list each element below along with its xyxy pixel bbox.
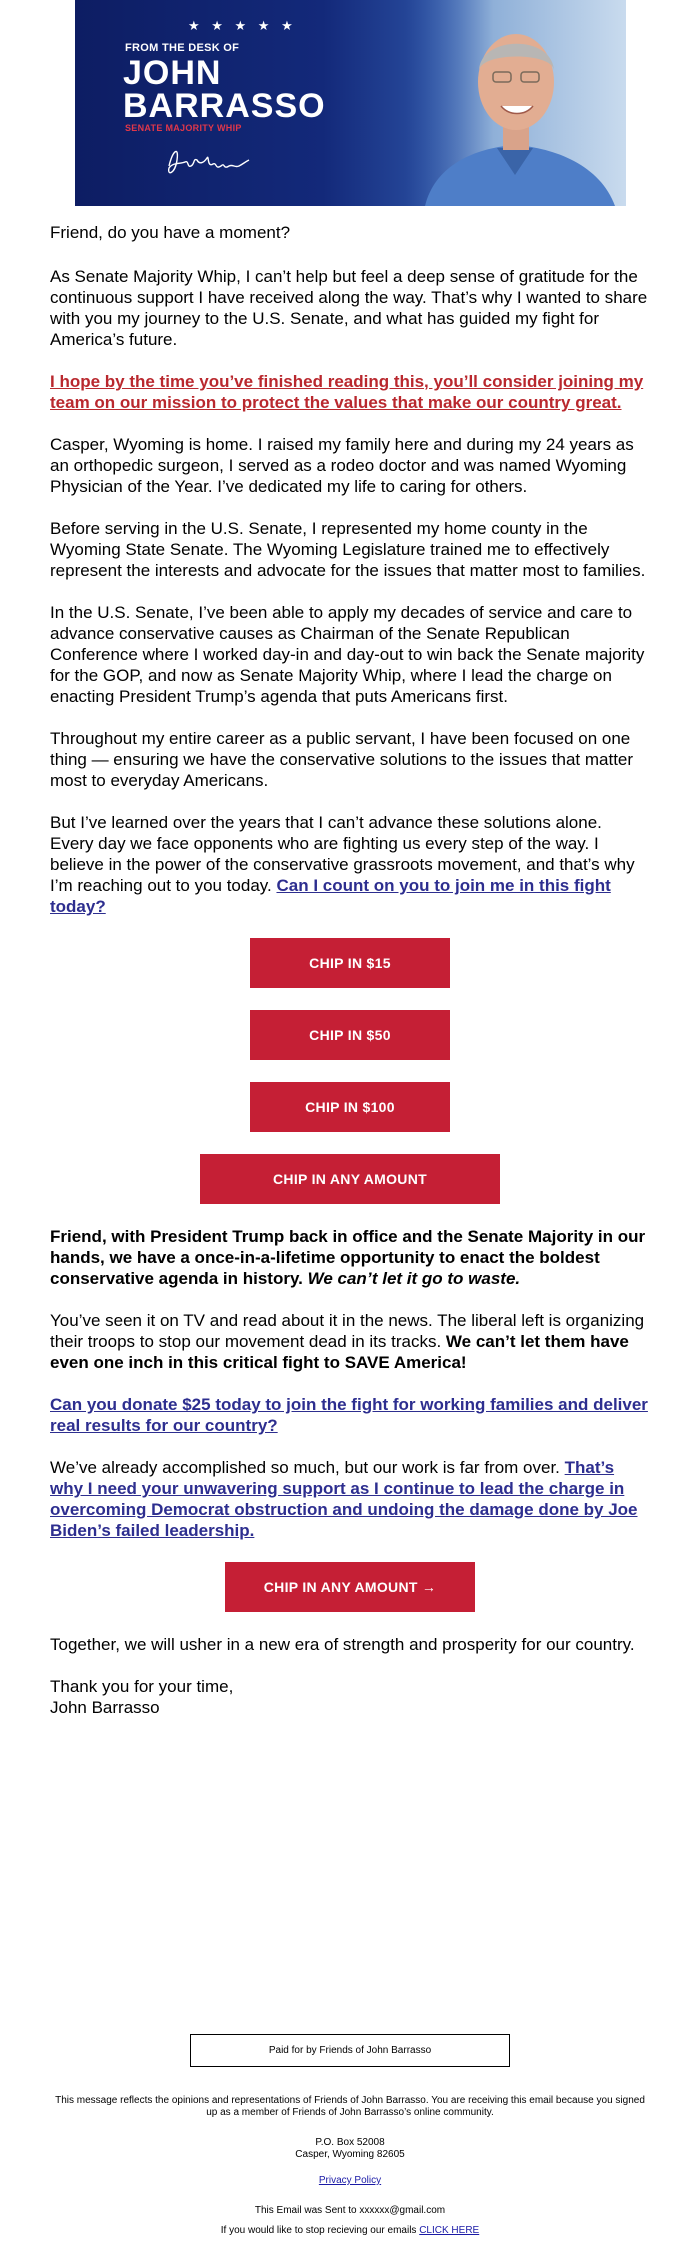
paragraph-grassroots-text: But I’ve learned over the years that I can’t advance these solutions alone. Every day we face opponents who are fighting us every step of the way. I believe in the power of the conservative grassroots movement, and that’s why I’m reaching out to you today. bbox=[50, 813, 635, 895]
address-line-2: Casper, Wyoming 82605 bbox=[295, 2149, 405, 2160]
count-on-you-link[interactable]: Can I count on you to join me in this fight today? bbox=[50, 876, 611, 916]
paragraph-together: Together, we will usher in a new era of strength and prosperity for our country. bbox=[50, 1635, 635, 1654]
paragraph-grassroots bbox=[50, 812, 650, 917]
chip-in-15-button[interactable]: CHIP IN $15 bbox=[250, 938, 450, 988]
mailing-address bbox=[0, 2137, 700, 2161]
unsubscribe-line bbox=[0, 2225, 700, 2237]
last-name-heading: BARRASSO bbox=[123, 87, 326, 125]
chip-in-50-button[interactable]: CHIP IN $50 bbox=[250, 1010, 450, 1060]
support-text: We’ve already accomplished so much, but our work is far from over. bbox=[50, 1458, 565, 1477]
paragraph-state-senate: Before serving in the U.S. Senate, I represented my home county in the Wyoming State Senate. The Wyoming Legislature trained me to effectively represent the interests and advocate for the issues that matter most to families. bbox=[50, 519, 646, 580]
chip-in-100-button[interactable]: CHIP IN $100 bbox=[250, 1082, 450, 1132]
paragraph-home: Casper, Wyoming is home. I raised my family here and during my 24 years as an orthopedic surgeon, I served as a rodeo doctor and was named Wyoming Physician of the Year. I’ve dedicated my life to caring for others. bbox=[50, 435, 634, 496]
header-banner bbox=[75, 0, 626, 206]
closing-line: Thank you for your time, bbox=[50, 1677, 234, 1696]
paragraph-career: Throughout my entire career as a public servant, I have been focused on one thing — ensuring we have the conservative solutions to the issues that matter most to everyday Americans. bbox=[50, 729, 634, 790]
portrait-photo bbox=[405, 0, 626, 206]
paragraph-opportunity bbox=[50, 1226, 650, 1289]
opportunity-bold-text: Friend, with President Trump back in office and the Senate Majority in our hands, we have a once-in-a-lifetime opportunity to enact the boldest conservative agenda in history. bbox=[50, 1227, 646, 1288]
signature-name: John Barrasso bbox=[50, 1698, 160, 1717]
stars-decoration: ★ ★ ★ ★ ★ bbox=[188, 18, 297, 33]
sent-to-text: This Email was Sent to xxxxxx@gmail.com bbox=[254, 2205, 446, 2216]
chip-in-any-amount-button[interactable]: CHIP IN ANY AMOUNT bbox=[200, 1154, 500, 1204]
liberal-left-bold-text: We can’t let them have even one inch in this critical fight to SAVE America! bbox=[50, 1332, 629, 1372]
donate-25-link[interactable]: Can you donate $25 today to join the fight for working families and deliver real results for our country? bbox=[50, 1395, 648, 1435]
paragraph-support bbox=[50, 1457, 650, 1541]
paragraph-liberal-left bbox=[50, 1310, 650, 1373]
from-the-desk-label: FROM THE DESK OF bbox=[125, 42, 240, 54]
address-line-1: P.O. Box 52008 bbox=[315, 2137, 385, 2148]
unsubscribe-link[interactable]: CLICK HERE bbox=[419, 2225, 480, 2236]
signature-graphic bbox=[163, 140, 253, 180]
unwavering-support-link[interactable]: That’s why I need your unwavering support as I continue to lead the charge in overcoming Democrat obstruction and undoing the damage done by Joe Biden’s failed leadership. bbox=[50, 1458, 638, 1540]
first-name-heading: JOHN bbox=[123, 54, 222, 92]
join-team-link[interactable]: I hope by the time you’ve finished reading this, you’ll consider joining my team on our mission to protect the values that make our country great. bbox=[50, 372, 644, 412]
greeting: Friend, do you have a moment? bbox=[50, 223, 291, 242]
unsubscribe-text: If you would like to stop recieving our emails bbox=[220, 2225, 420, 2236]
opportunity-italic-text: We can’t let it go to waste. bbox=[307, 1269, 521, 1288]
chip-in-any-amount-arrow-button[interactable]: CHIP IN ANY AMOUNT → bbox=[225, 1562, 475, 1612]
role-label: SENATE MAJORITY WHIP bbox=[125, 123, 242, 133]
disclaimer-text: This message reflects the opinions and representations of Friends of John Barrasso. You are receiving this email because you signed up as a member of Friends of John Barrasso’s online community. bbox=[55, 2095, 645, 2118]
privacy-policy-link[interactable]: Privacy Policy bbox=[318, 2175, 382, 2186]
email-body bbox=[50, 222, 650, 1718]
paid-for-box: Paid for by Friends of John Barrasso bbox=[190, 2034, 510, 2067]
paragraph-intro: As Senate Majority Whip, I can’t help but feel a deep sense of gratitude for the continuous support I have received along the way. That’s why I wanted to share with you my journey to the U.S. Senate, and what has guided my fight for America’s future. bbox=[50, 267, 648, 349]
email-footer bbox=[0, 2034, 700, 2237]
liberal-left-text: You’ve seen it on TV and read about it in the news. The liberal left is organizing their troops to stop our movement dead in its tracks. bbox=[50, 1311, 645, 1351]
paragraph-us-senate: In the U.S. Senate, I’ve been able to apply my decades of service and care to advance conservative causes as Chairman of the Senate Republican Conference where I worked day-in and day-out to win back the Senate majority for the GOP, and now as Senate Majority Whip, where I lead the charge on enacting President Trump’s agenda that puts Americans first. bbox=[50, 603, 645, 706]
